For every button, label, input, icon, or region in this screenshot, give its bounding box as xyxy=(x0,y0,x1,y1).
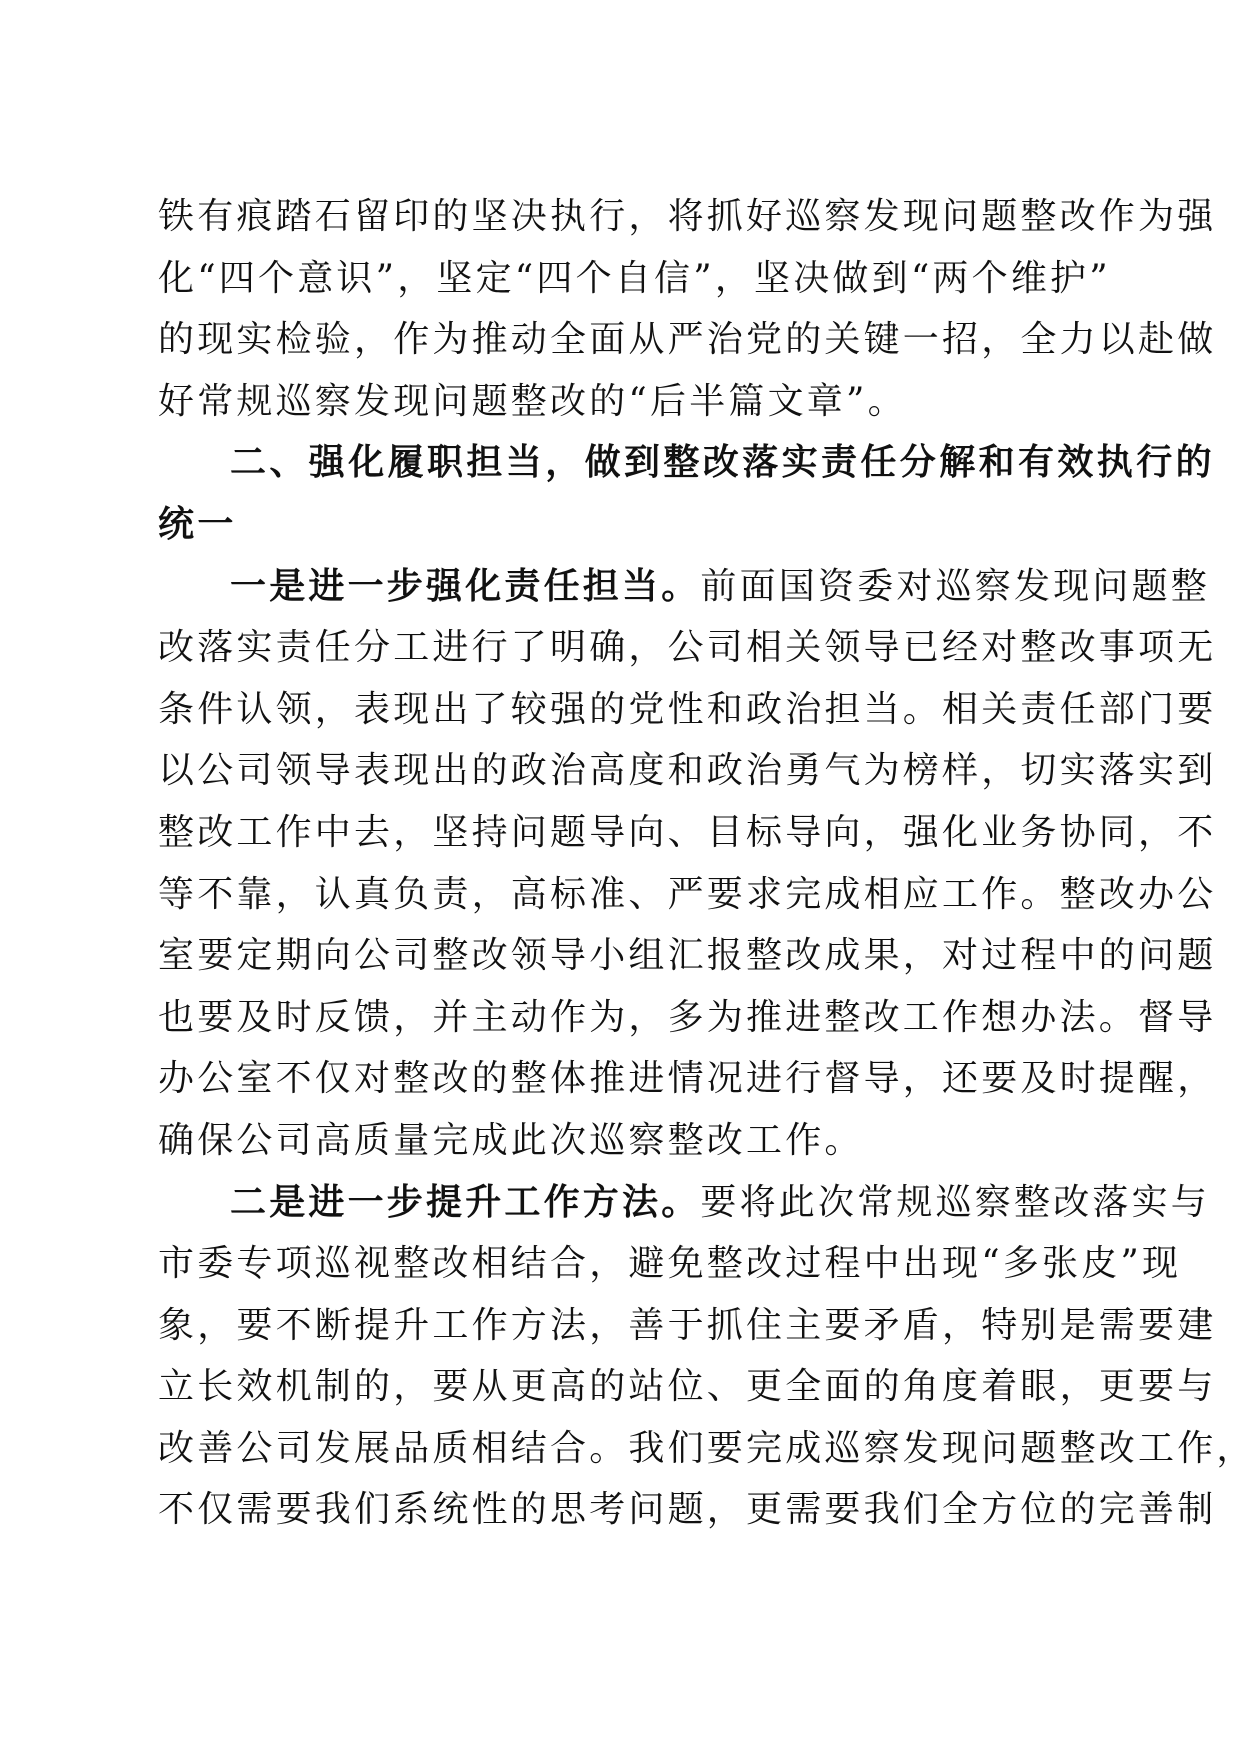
body-text-line: 立长效机制的，要从更高的站位、更全面的角度着眼，更要与 xyxy=(158,1366,1217,1408)
body-text-line: 的现实检验，作为推动全面从严治党的关键一招，全力以赴做 xyxy=(158,319,1217,361)
body-text-line xyxy=(158,556,1211,618)
body-text-line: 也要及时反馈，并主动作为，多为推进整改工作想办法。督导 xyxy=(158,996,1217,1038)
body-text-line: 室要定期向公司整改领导小组汇报整改成果，对过程中的问题 xyxy=(158,935,1217,977)
section-heading-line: 统一 xyxy=(158,503,237,545)
body-text-line: 化“四个意识”，坚定“四个自信”，坚决做到“两个维护” xyxy=(158,257,1111,299)
body-text-line: 好常规巡察发现问题整改的“后半篇文章”。 xyxy=(158,380,907,422)
body-text-line: 条件认领，表现出了较强的党性和政治担当。相关责任部门要 xyxy=(158,688,1217,730)
body-text-line: 以公司领导表现出的政治高度和政治勇气为榜样，切实落实到 xyxy=(158,750,1217,792)
body-text-span: 要将此次常规巡察整改落实与 xyxy=(700,1181,1211,1223)
body-text-line: 象，要不断提升工作方法，善于抓住主要矛盾，特别是需要建 xyxy=(158,1304,1217,1346)
body-text-line: 确保公司高质量完成此次巡察整改工作。 xyxy=(158,1119,864,1161)
paragraph-3 xyxy=(158,1172,1256,1542)
body-text-line: 等不靠，认真负责，高标准、严要求完成相应工作。整改办公 xyxy=(158,873,1217,915)
body-text-span: 前面国资委对巡察发现问题整 xyxy=(700,565,1211,607)
paragraph-2 xyxy=(158,556,1217,1172)
paragraph-lead-bold: 二是进一步提升工作方法。 xyxy=(230,1181,701,1223)
paragraph-1 xyxy=(158,186,1217,432)
section-heading xyxy=(158,432,1216,555)
body-text-line: 不仅需要我们系统性的思考问题，更需要我们全方位的完善制 xyxy=(158,1489,1217,1531)
document-page xyxy=(158,186,1256,1541)
body-text-line xyxy=(158,1172,1211,1234)
body-text-line: 办公室不仅对整改的整体推进情况进行督导，还要及时提醒， xyxy=(158,1058,1217,1100)
body-text-line: 整改工作中去，坚持问题导向、目标导向，强化业务协同，不 xyxy=(158,811,1217,853)
body-text-line: 改善公司发展品质相结合。我们要完成巡察发现问题整改工作， xyxy=(158,1427,1256,1469)
body-text-line: 改落实责任分工进行了明确，公司相关领导已经对整改事项无 xyxy=(158,627,1217,669)
paragraph-lead-bold: 一是进一步强化责任担当。 xyxy=(230,565,701,607)
body-text-line: 市委专项巡视整改相结合，避免整改过程中出现“多张皮”现 xyxy=(158,1243,1182,1285)
section-heading-line: 二、强化履职担当，做到整改落实责任分解和有效执行的 xyxy=(230,442,1216,484)
body-text-line: 铁有痕踏石留印的坚决执行，将抓好巡察发现问题整改作为强 xyxy=(158,196,1217,237)
